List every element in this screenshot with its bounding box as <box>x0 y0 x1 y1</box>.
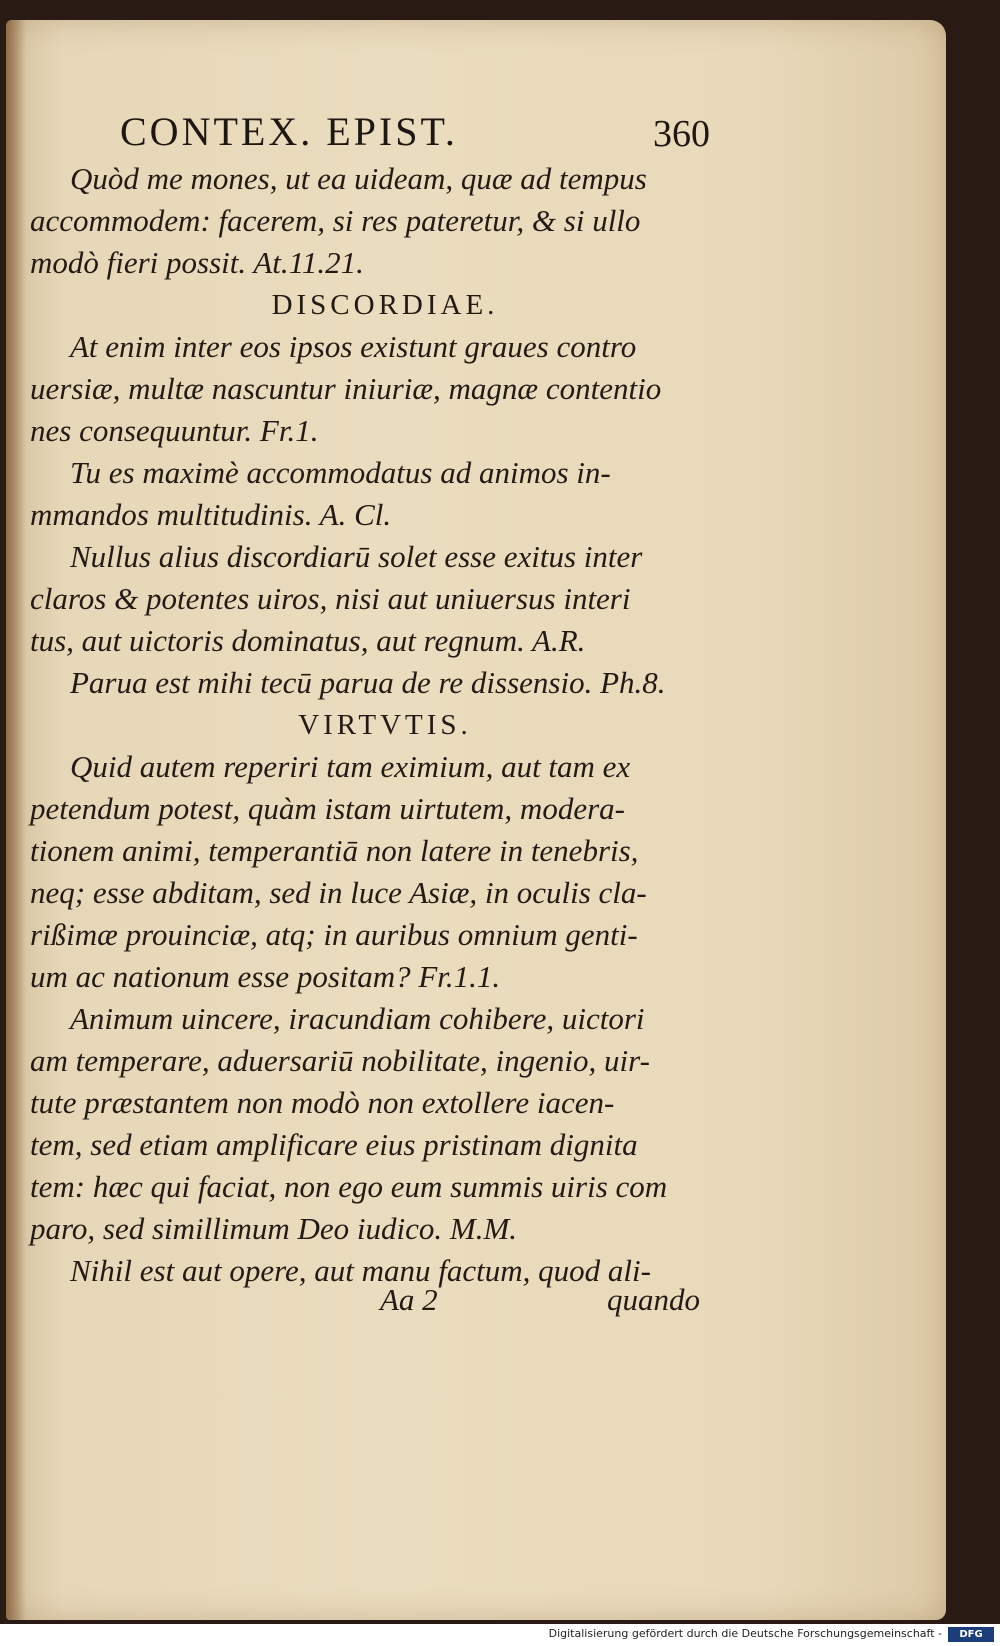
text-line: Nullus alius discordiarū solet esse exitus inter <box>70 539 643 574</box>
text-line: tionem animi, temperantiā non latere in tenebris, <box>30 833 639 868</box>
text-line: tem: hæc qui faciat, non ego eum summis uiris com <box>30 1169 668 1204</box>
signature-mark: Aa 2 <box>380 1282 438 1317</box>
catchword: quando <box>607 1282 700 1317</box>
paragraph <box>30 536 720 662</box>
page-number: 360 <box>653 113 710 155</box>
text-line: Tu es maximè accommodatus ad animos in- <box>70 455 611 490</box>
text-line: Animum uincere, iracundiam cohibere, uictori <box>70 1001 645 1036</box>
text-line: tus, aut uictoris dominatus, aut regnum. A.R. <box>30 623 586 658</box>
page-body <box>30 158 720 1292</box>
text-line: mmandos multitudinis. A. Cl. <box>30 497 392 532</box>
paragraph <box>30 662 720 704</box>
text-line: am temperare, aduersariū nobilitate, ingenio, uir- <box>30 1043 650 1078</box>
running-head: CONTEX. EPIST. <box>120 109 458 154</box>
text-line: rißimæ prouinciæ, atq; in auribus omnium genti- <box>30 917 638 952</box>
text-line: paro, sed simillimum Deo iudico. M.M. <box>30 1211 518 1246</box>
text-line: tem, sed etiam amplificare eius pristinam dignita <box>30 1127 638 1162</box>
text-line: neq; esse abditam, sed in luce Asiæ, in oculis cla- <box>30 875 647 910</box>
text-line: Parua est mihi tecū parua de re dissensio. Ph.8. <box>70 665 666 700</box>
paragraph <box>30 452 720 536</box>
section-heading: VIRTVTIS. <box>298 709 472 741</box>
text-line: Quòd me mones, ut ea uideam, quæ ad tempus <box>70 161 647 196</box>
credit-text: Digitalisierung gefördert durch die Deutsche Forschungsgemeinschaft - <box>548 1627 942 1640</box>
signature-line <box>380 1282 700 1322</box>
text-line: nes consequuntur. Fr.1. <box>30 413 319 448</box>
text-line: accommodem: facerem, si res pateretur, & si ullo <box>30 203 641 238</box>
text-line: um ac nationum esse positam? Fr.1.1. <box>30 959 501 994</box>
credit-bar <box>0 1624 1000 1646</box>
paragraph <box>30 746 720 998</box>
text-line: modò fieri possit. At.11.21. <box>30 245 364 280</box>
page-header <box>120 108 710 164</box>
text-line: Quid autem reperiri tam eximium, aut tam ex <box>70 749 631 784</box>
text-line: Nihil est aut opere, aut manu factum, quod ali- <box>70 1253 651 1288</box>
text-line: petendum potest, quàm istam uirtutem, modera- <box>30 791 625 826</box>
text-line: claros & potentes uiros, nisi aut uniuersus interi <box>30 581 631 616</box>
paragraph <box>30 998 720 1250</box>
paragraph <box>30 158 720 284</box>
dfg-logo: DFG <box>948 1627 994 1642</box>
section-heading: DISCORDIAE. <box>271 289 499 321</box>
text-line: tute præstantem non modò non extollere iacen- <box>30 1085 615 1120</box>
page-gutter-shadow <box>6 20 26 1620</box>
paragraph <box>30 326 720 452</box>
text-line: uersiæ, multæ nascuntur iniuriæ, magnæ contentio <box>30 371 662 406</box>
text-line: At enim inter eos ipsos existunt graues contro <box>70 329 637 364</box>
